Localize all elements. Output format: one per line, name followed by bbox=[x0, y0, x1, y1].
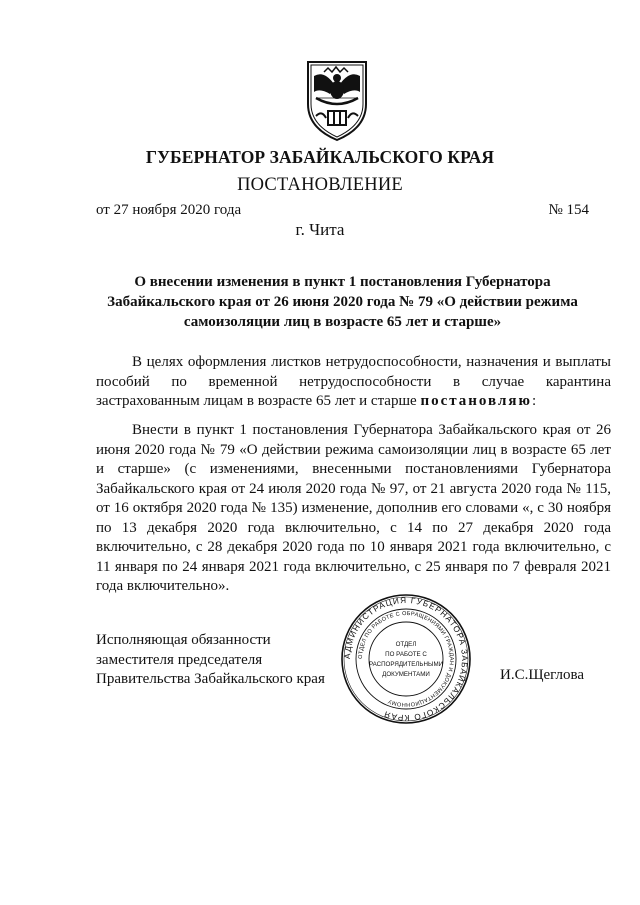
subject-line: О внесении изменения в пункт 1 постановления Губернатора bbox=[134, 274, 551, 290]
document-city: г. Чита bbox=[295, 220, 345, 239]
issuer-title: ГУБЕРНАТОР ЗАБАЙКАЛЬСКОГО КРАЯ bbox=[145, 147, 495, 167]
seal-center-line: ПО РАБОТЕ С bbox=[385, 651, 427, 658]
decree-keyword: постановляю bbox=[420, 393, 532, 409]
subject-line: самоизоляции лиц в возрасте 65 лет и старше» bbox=[183, 314, 502, 330]
operative-paragraph: Внести в пункт 1 постановления Губернатора Забайкальского края от 26 июня 2020 года № 79 «О действии режима самоизоляции лиц в возрасте 65 лет и старше» (с изменениями, внесенными постановлениями Губернатора Забайкальского края от 24 июля 2020 года № 97, от 21 августа 2020 года № 115, от 16 октября 2020 года № 135) изменение, дополнив его словами «, с 30 ноября по 13 декабря 2020 года включительно, с 14 по 27 декабря 2020 года включительно, с 28 декабря 2020 года по 10 января 2021 года включительно, с 11 января по 24 января 2021 года включительно, с 25 января по 7 февраля 2021 года включительно». bbox=[96, 422, 611, 594]
seal-middle-text: ОТДЕЛ ПО РАБОТЕ С ОБРАЩЕНИЯМИ ГРАЖДАН И ДОКУМЕНТАЦИОННОМУ bbox=[357, 610, 455, 708]
document-subject bbox=[96, 272, 589, 332]
signatory-name: И.С.Щеглова bbox=[500, 667, 585, 683]
preamble-paragraph bbox=[96, 353, 611, 412]
coat-of-arms-icon bbox=[294, 58, 380, 144]
subject-line: Забайкальского края от 26 июня 2020 года № 79 «О действии режима bbox=[107, 294, 578, 310]
document-type: ПОСТАНОВЛЕНИЕ bbox=[237, 175, 403, 195]
seal-center-line: РАСПОРЯДИТЕЛЬНЫМИ bbox=[368, 661, 444, 668]
seal-center-line: ДОКУМЕНТАМИ bbox=[382, 671, 430, 678]
seal-outer-text: АДМИНИСТРАЦИЯ ГУБЕРНАТОРА ЗАБАЙКАЛЬСКОГО КРАЯ bbox=[342, 595, 470, 723]
svg-text:ОТДЕЛ ПО РАБОТЕ С ОБРАЩЕНИЯМИ bbox=[358, 611, 454, 707]
preamble-end: : bbox=[531, 393, 537, 409]
document-date: от 27 ноября 2020 года bbox=[96, 202, 242, 218]
signatory-position bbox=[96, 631, 325, 690]
position-line: Правительства Забайкальского края bbox=[96, 671, 325, 687]
document-number: № 154 bbox=[548, 202, 589, 218]
preamble-text: В целях оформления листков нетрудоспособности, назначения и выплаты пособий по временной нетрудоспособности в случае карантина застрахованным лицам в возрасте 65 лет и старше bbox=[96, 354, 611, 409]
seal-center-line: ОТДЕЛ bbox=[395, 641, 417, 648]
position-line: заместителя председателя bbox=[96, 651, 263, 668]
official-seal-stamp bbox=[340, 593, 472, 725]
position-line: Исполняющая обязанности bbox=[96, 632, 271, 648]
